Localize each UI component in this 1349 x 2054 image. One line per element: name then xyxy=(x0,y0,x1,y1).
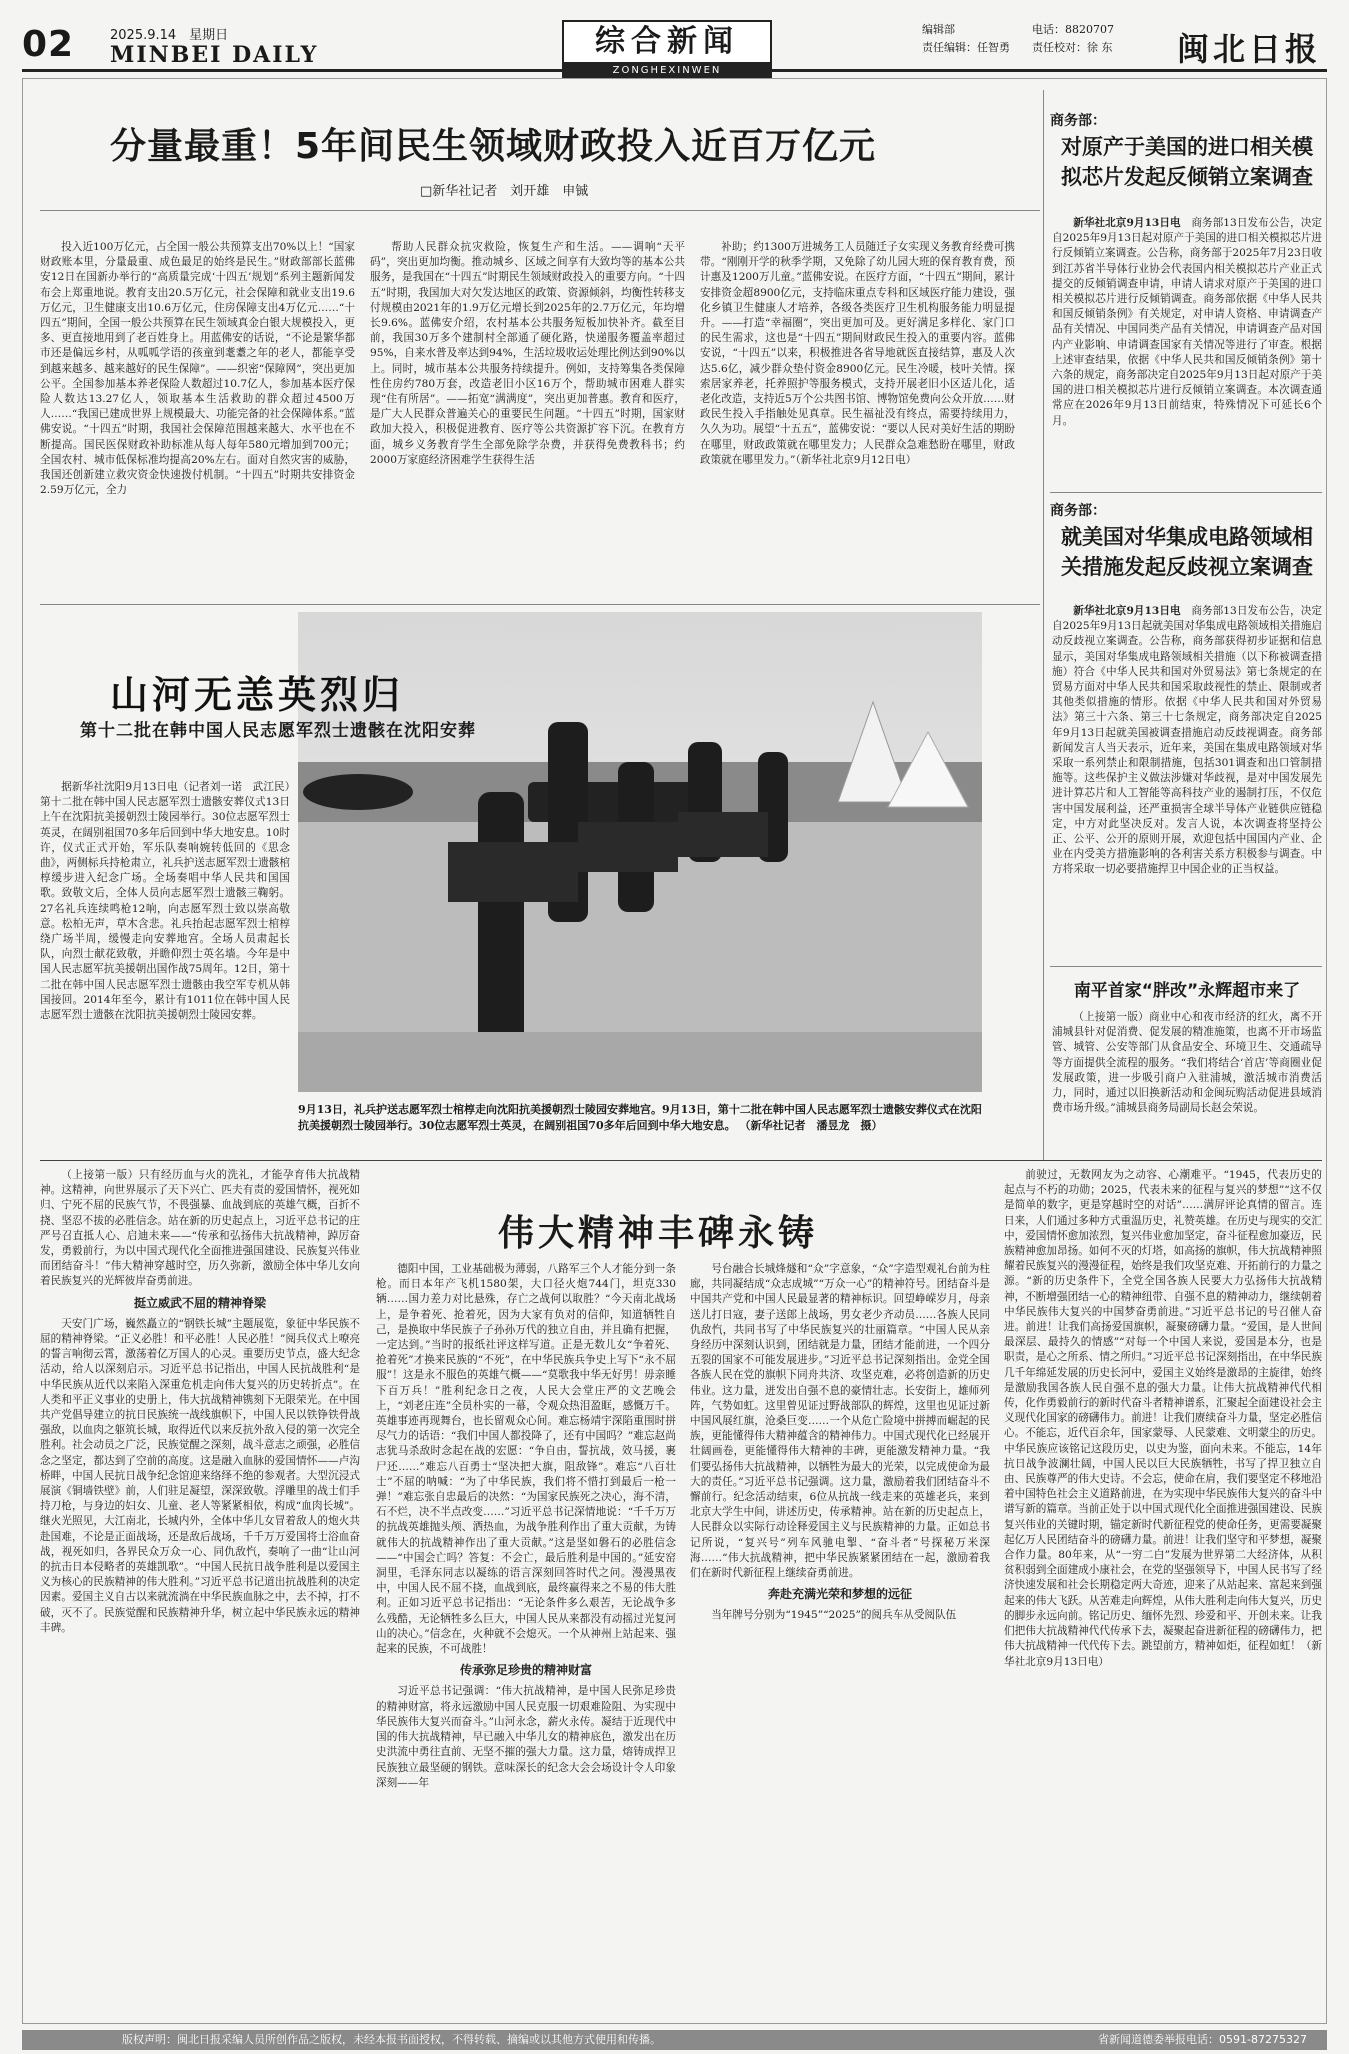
phone-label: 电话：8820707 xyxy=(1032,23,1114,36)
section-title-en: ZONGHEXINWEN xyxy=(562,64,772,78)
great-column-2: 德阳中国，工业基础极为薄弱，八路军三个人才能分到一条枪。而日本年产飞机1580架，大口径火炮744门，坦克330辆……国力差力对比悬殊，存亡之战何以取胜？“今天南北战场上，是争着死、抢着死，因为大家有负对的信仰，知道牺牲自己，是换取中华民族子子孙孙万代的独立自由，并且确有把握，一定达到。”当时的报纸社评这样写道。正是无数儿女“争着死、抢着死”才换来民族的“不死”，在中华民族兵争史上写下“永不屈服”！这是永不服色的英雄气概——“莫歌我中华无好男！毋亲睡下百万兵！”胜利纪念日之夜，人民大会堂庄严的文艺晚会上，“刘老庄连”全员朴实的一幕，令观众热泪盈眶，感慨万千。英雄事迹再现舞台，也长留观众心间。难忘杨靖宇深陷重围时拼尽气力的话语：“我们中国人都投降了，还有中国吗？”难忘赵尚志犹马杀敌时念起在战的宏愿：“争自由，誓抗战，效马援，裹尸还……”难忘八百勇士“坚决把大旗，阻敌锋”。难忘“八百壮士”不屈的呐喊：“为了中华民族，我们将不惜打到最后一枪一弹！”难忘张自忠最后的决然：“为国家民族死之决心，海不清，石不烂，决不半点改变……”习近平总书记深情地说：“千千万万的抗战英雄抛头颅、洒热血，为战争胜利作出了重大贡献，为铸就伟大的抗战精神作出了重大贡献。”这是坚如磐石的必胜信念——“中国会亡吗？答复：不会亡，最后胜利是中国的。”延安窑洞里，毛泽东同志以凝练的语言深刻回答时代之问。漫漫黑夜中，中国人民不屈不挠，血战到底，最终赢得来之不易的伟大胜利。正如习近平总书记指出：“无论条件多么艰苦，无论战争多么残酷，无论牺牲多么巨大，中国人民从来都没有动摇过光复河山的决心。”信念在，火种就不会熄灭。一个从神州上站起来、强起来的民族，不可战胜！ 传承弥足珍贵的精神财富 习近平总书记强调：“伟大抗战精神，是中国人民弥足珍贵的精神财富，将永远激励中国人民克服一切艰难险阻、为实现中华民族伟大复兴而奋斗。”山河永念，薪火永传。凝结于近现代中国的伟大抗战精神，早已融入中华儿女的精神底色，激发出在历史洪流中勇往直前、无坚不摧的强大力量。这力量，熔铸成捍卫民族独立最坚硬的钢铁。意味深长的纪念大会会场设计令人印象深刻——年 xyxy=(376,1263,676,1789)
great-column-4: 前驶过，无数网友为之动容、心潮难平。“1945，代表历史的起点与不朽的功勋；2025，代表未来的征程与复兴的梦想”“这不仅是简单的数字，更是穿越时空的对话”……满屏评论真情的留言。连日来，人们通过多种方式重温历史，礼赞英雄。在历史与现实的交汇中，爱国情怀愈加浓烈，复兴伟业愈加坚定，奋斗征程愈加豪迈，民族精神愈加昂扬。如何不灭的灯塔，如高扬的旗帜，伟大抗战精神照耀着民族复兴的漫漫征程，始终是我们攻坚克难、开拓前行的力量之源。“新的历史条件下，全党全国各族人民要大力弘扬伟大抗战精神，不断增强团结一心的精神纽带、自强不息的精神动力，继续朝着中华民族伟大复兴的中国梦奋勇前进。”习近平总书记的号召催人奋进。前进！让我们高扬爱国旗帜，凝聚磅礴力量。“爱国，是人世间最深层、最持久的情感”“对每一个中国人来说，爱国是本分，也是职责，是心之所系、情之所归。”习近平总书记深刻指出，在中华民族几千年绵延发展的历史长河中，爱国主义始终是激昂的主旋律，始终是激励我国各族人民自强不息的强大力量。让伟大抗战精神代代相传，化作勇毅前行的新时代奋斗者精神谱系，汇聚起全面建设社会主义现代化国家的磅礴伟力。前进！让我们赓续奋斗力量，坚定必胜信心。不能忘，近代百余年，国家蒙辱、人民蒙难、文明蒙尘的历史。中华民族应该铭记这段历史，以史为鉴，面向未来。不能忘，14年抗日战争波澜壮阔，中国人民以巨大民族牺牲，书写了捍卫独立自由、民族尊严的伟大史诗。不会忘，使命在肩，我们要坚定不移地沿着中国特色社会主义道路前进，在为实现中华民族伟大复兴的奋斗中谱写新的篇章。当前正处于以中国式现代化全面推进强国建设、民族复兴伟业的关键时期，锚定新时代新征程党的使命任务，更需要凝聚起亿万人民团结奋斗的磅礴力量。前进！让我们坚守和平梦想，凝聚合作力量。80年来，从“一穷二白”发展为世界第二大经济体，从积贫积弱到全面建成小康社会，在党的坚强领导下，中国人民书写了经济快速发展和社会长期稳定两大奇迹，迎来了从站起来、富起来到强起来的伟大飞跃。从苦难走向辉煌，从伟大胜利走向伟大复兴，历史的脚步永远向前。铭记历史、缅怀先烈、珍爱和平、开创未来。让我们把伟大抗战精神代代传承下去，凝聚起奋进新征程的磅礴伟力，把伟大抗战精神一代代传下去。跳望前方，精神如炬，征程如虹！（新华社北京9月13日电） xyxy=(1004,1169,1322,1668)
page-number: 02 xyxy=(22,24,75,65)
right-mid-headline: 就美国对华集成电路领域相关措施发起反歧视立案调查 xyxy=(1061,525,1313,579)
photo-subheadline: 第十二批在韩中国人民志愿军烈士遗骸在沈阳安葬 xyxy=(80,721,476,741)
lead-column-2: 帮助人民群众抗灾救险，恢复生产和生活。——调响“天平码”，突出更加均衡。推动城乡、区域之间享有大致均等的基本公共服务，是我国在“十四五”时期民生领域财政投入的重要方向。“十四五”时期，我国加大对欠发达地区的政策、资源倾斜，均衡性转移支付规模由2021年的1.9万亿元增长到2025年的2.7万亿元，年均增长9.6%。蓝佛安介绍，农村基本公共服务短板加快补齐。截至目前，我国30万多个建制村全部通了硬化路，快递服务覆盖率超过95%，自来水普及率达到94%，生活垃圾收运处理比例达到90%以上。同时，城市基本公共服务持续提升。例如，支持筹集各类保障性住房约780万套，改造老旧小区16万个，帮助城市困难人群实现“住有所居”。——拓宽“满满度”，突出更加普惠。教育和医疗，是广大人民群众普遍关心的重要民生问题。“十四五”时期，国家财政加大投入，积极促进教育、医疗等公共资源扩容下沉。在教育方面，城乡义务教育学生全部免除学杂费，并获得免费教科书；约2000万家庭经济困难学生获得生活 xyxy=(370,241,685,466)
right-top-headline: 对原产于美国的进口相关模拟芯片发起反倾销立案调查 xyxy=(1061,135,1313,189)
masthead xyxy=(22,18,1327,76)
section-title: 综合新闻 xyxy=(562,20,772,64)
right-top-kicker: 商务部： xyxy=(1050,113,1106,129)
right-mid-body: 新华社北京9月13日电 商务部13日发布公告，决定自2025年9月13日起就美国对华集成电路领域相关措施启动反歧视立案调查。公告称，商务部获得初步证据和信息显示，美国对华集成电路领域相关措施（以下称被调查措施）符合《中华人民共和国对外贸易法》第七条规定的在贸易方面对中华人民共和国采取歧视性的禁止、限制或者其他类似措施的情形。依据《中华人民共和国对外贸易法》第三十六条、第三十七条规定，商务部决定自2025年9月13日起就美国被调查措施启动反歧视调查。商务部新闻发言人当天表示，近年来，美国在集成电路领域对华采取一系列禁止和限制措施，包括301调查和出口管制措施等。这些保护主义做法涉嫌对华歧视，是对中国发展先进计算芯片和人工智能等高科技产业的遏制打压，不仅危害中国发展利益，还严重损害全球半导体产业链供应链稳定，中方对此坚决反对。发言人说，本次调查将坚持公正、公平、公开的原则开展，欢迎包括中国国内产业、企业在内受美方措施影响的各利害关系方积极参与调查。中方将采取一切必要措施捍卫中国企业的正当权益。 xyxy=(1052,605,1322,876)
footer-bar xyxy=(22,2030,1327,2050)
photo-story-body: 据新华社沈阳9月13日电（记者刘一诺 武江民）第十二批在韩中国人民志愿军烈士遗骸安葬仪式13日上午在沈阳抗美援朝烈士陵园举行。30位志愿军烈士英灵，在阔别祖国70多年后回到中华大地安息。10时许，仪式正式开始，军乐队奏响婉转低回的《思念曲》，两侧标兵持枪肃立，礼兵护送志愿军烈士遗骸棺椁缓步进入纪念广场。全场奏唱中华人民共和国国歌。致敬文后，全体人员向志愿军烈士遗骸三鞠躬。27名礼兵连续鸣枪12响，向志愿军烈士致以崇高敬意。松柏无声，草木含悲。礼兵抬起志愿军烈士棺椁绕广场半周，缓慢走向安葬地宫。全场人员肃起长队，向烈士献花致敬，并瞻仰烈士英名墙。今年是中国人民志愿军抗美援朝出国作战75周年。12日，第十二批在韩中国人民志愿军烈士遗骸由我空军专机从韩国接回。2014年至今，累计有1011位在韩中国人民志愿军烈士遗骸在沈阳抗美援朝烈士陵园安葬。 xyxy=(40,781,290,1022)
photo-headline: 山河无恙英烈归 xyxy=(110,673,405,717)
lead-byline: □新华社记者 刘开雄 申铖 xyxy=(420,184,589,199)
great-subhead-3: 奔赴充满光荣和梦想的远征 xyxy=(767,1587,912,1602)
paper-name-en: MINBEI DAILY xyxy=(110,42,319,68)
great-column-1: （上接第一版）只有经历血与火的洗礼，才能孕育伟大抗战精神。这精神，向世界展示了天下兴亡、匹夫有责的爱国情怀，视死如归、宁死不屈的民族气节，不畏强暴、血战到底的英雄气概，百折不挠、坚忍不拔的必胜信念。站在新的历史起点上，习近平总书记的庄严号召直抵人心、启迪未来——“传承和弘扬伟大抗战精神，踔厉奋发，勇毅前行，为以中国式现代化全面推进强国建设、民族复兴伟业而团结奋斗！”伟大精神穿越时空，历久弥新，激励全体中华儿女向着民族复兴的光辉彼岸奋勇前进。 挺立威武不屈的精神脊梁 天安门广场，巍然矗立的“钢铁长城”主题展览，象征中华民族不屈的精神脊梁。“正义必胜！和平必胜！人民必胜！”阅兵仪式上嘹亮的誓言响彻云霄，激荡着亿万国人的心灵。重要历史节点，盛大纪念活动，给人以深刻启示。习近平总书记指出，中国人民抗战胜利“是中华民族从近代以来陷入深重危机走向伟大复兴的历史转折点”。在人类和平正义事业的史册上，伟大抗战精神镌刻下无限荣光。在中国共产党倡导建立的抗日民族统一战线旗帜下，中国人民以铁铮铁骨战强敌，以血肉之躯筑长城，取得近代以来反抗外敌入侵的第一次完全胜利。社会动员之广泛，民族觉醒之深刻，战斗意志之顽强，必胜信念之坚定，都达到了空前的高度。这是融入血脉的爱国情怀——卢沟桥畔，中国人民抗日战争纪念馆迎来络绎不绝的参观者。大型沉浸式展演《铜墙铁壁》前，人们驻足凝望，深深致敬。浮雕里的战士们手持刀枪，与身边的妇女、儿童、老人等紧紧相依，构成“血肉长城”。继火光照见，大江南北，长城内外，全体中华儿女冒着敌人的炮火共赴国难，不论是正面战场，还是敌后战场，千千万万爱国将士浴血奋战，视死如归，各界民众万众一心、同仇敌忾，奏响了一曲“让山河的抗击日本侵略者的英雄凯歌”。“中国人民抗日战争胜利是以爱国主义为核心的民族精神的伟大胜利。”习近平总书记道出抗战胜利的决定因素。爱国主义自古以来就流淌在中华民族血脉之中，去不掉，打不破，灭不了。民族觉醒和民族精神升华，树立起中华民族永远的精神丰碑。 xyxy=(40,1169,360,1634)
photo-caption: 9月13日，礼兵护送志愿军烈士棺椁走向沈阳抗美援朝烈士陵园安葬地宫。9月13日，第十二批在韩中国人民志愿军烈士遗骸安葬仪式在沈阳抗美援朝烈士陵园举行。30位志愿军烈士英灵，在阔别祖国70多年后回到中华大地安息。 （新华社记者 潘昱龙 摄） xyxy=(298,1103,982,1132)
paper-logo: 闽北日报 xyxy=(1176,30,1321,68)
lead-column-1: 投入近100万亿元，占全国一般公共预算支出70%以上！“国家财政账本里，分量最重、成色最足的始终是民生。”财政部部长蓝佛安12日在国新办举行的“高质量完成‘十四五’规划”系列主题新闻发布会上郑重地说。教育支出20.5万亿元，社会保障和就业支出19.6万亿元，卫生健康支出10.6万亿元，住房保障支出4万亿元……“十四五”期间，全国一般公共预算在民生领域真金白银大规模投入，更多、更直接地用到了老百姓身上。用蓝佛安的话说，“不论是繁华都市还是偏远乡村，从呱呱学语的孩童到耄耋之年的老人，都能享受到越来越多、越来越好的民生保障”。——织密“保障网”，突出更加公平。全国参加基本养老保险人数超过10.7亿人，参加基本医疗保险人数达13.27亿人，领取基本生活救助的群众超过4500万人……“我国已建成世界上规模最大、功能完备的社会保障体系。”蓝佛安说。“十四五”时期，我国社会保障范围越来越大、水平也在不断提高。国民医保财政补助标准从每人每年580元增加到700元；全国农村、城市低保标准均提高20%左右。面对自然灾害的威胁，我国还创新建立救灾资金快速拨付机制。“十四五”时期共安排资金2.59万亿元，全力 xyxy=(40,241,355,497)
great-headline: 伟大精神丰碑永铸 xyxy=(498,1213,819,1254)
report-hotline: 省新闻道德委举报电话：0591-87275327 xyxy=(1098,2033,1307,2046)
right-bottom-headline: 南平首家“胖改”永辉超市来了 xyxy=(1073,981,1301,1001)
lead-column-3: 补助；约1300万进城务工人员随迁子女实现义务教育经费可携带。“刚刚开学的秋季学期，又免除了幼儿园大班的保育教育费，预计惠及1200万儿童。”蓝佛安说。在医疗方面，“十四五”期间，累计安排资金超8900亿元，支持临床重点专科和区域医疗能力建设，强化乡镇卫生健康人才培养，各级各类医疗卫生机构服务能力明显提升。——打造“幸福圈”，突出更加可及。更好满足多样化、家门口的民生需求，这也是“十四五”期间财政民生投入的重要内容。蓝佛安说，“十四五”以来，积极推进各省导地就医直接结算，惠及人次达5.6亿，减少群众垫付资金8900亿元。民生冷暖，枝叶关情。探索居家养老，托养照护等服务模式，支持开展老旧小区适儿化，适老化改造，支持近5万个公共图书馆、博物馆免费向公众开放……财政民生投入手指触处见真章。民生福祉没有终点，需要持续用力，久久为功。展望“十五五”，蓝佛安说：“要以人民对美好生活的期盼在哪里，财政政策就在哪里发力；人民群众急难愁盼在哪里，财政政策就在哪里发力。”（新华社北京9月12日电） xyxy=(700,241,1015,466)
proofreader: 责任校对：徐 东 xyxy=(1032,41,1113,54)
copyright-notice: 版权声明：闽北日报采编人员所创作品之版权，未经本报书面授权，不得转载、摘编或以其他方式使用和传播。 xyxy=(122,2033,661,2046)
issue-date: 2025.9.14 星期日 xyxy=(110,28,229,43)
lead-headline: 分量最重！5年间民生领域财政投入近百万亿元 xyxy=(110,126,877,167)
photo-credit: （新华社记者 潘昱龙 摄） xyxy=(739,1119,883,1132)
right-top-body: 新华社北京9月13日电 商务部13日发布公告，决定自2025年9月13日起对原产于美国的进口相关模拟芯片进行反倾销立案调查。公告称，商务部于2025年7月23日收到江苏省半导体行业协会代表国内相关模拟芯片产业正式提交的反倾销调查申请，申请人请求对原产于美国的进口相关模拟芯片进行反倾销调查。商务部依据《中华人民共和国反倾销条例》有关规定，对申请人资格、申请调查产品有关情况、中国同类产品有关情况，申请调查产品对国内产业影响、申请调查国家有关情况等进行了审查。根据上述审查结果，依据《中华人民共和国反倾销条例》第十六条的规定，商务部决定自2025年9月13日起对原产于美国的进口相关模拟芯片进行反倾销立案调查。本次调查通常应在2026年9月13日前结束，特殊情况下可延长6个月。 xyxy=(1052,217,1322,427)
great-column-3: 号台融合长城烽燧和“众”字意象，“众”字造型观礼台前为柱廊，共同凝结成“众志成城”“万众一心”的精神符号。团结奋斗是中国共产党和中国人民最显著的精神标识。回望峥嵘岁月，母亲送儿打日寇，妻子送郎上战场，男女老少齐动员……各族人民同仇敌忾，共同书写了中华民族复兴的壮丽篇章。“中国人民从亲身经历中深刻认识到，团结就是力量，团结才能前进，一个四分五裂的国家不可能发展进步。”习近平总书记深刻指出。金党全国各族人民在党的旗帜下同舟共济、攻坚克难，必将创造新的历史伟业。这力量，迸发出自强不息的豪情壮志。长安街上，雄师列阵，气势如虹。这里曾见证过野战部队的辉煌，这里也见证过新中国风展红旗，沧桑巨变……一个从危亡险境中拼搏而崛起的民族，更能懂得伟大精神蕴含的精神伟力。中国式现代化已经展开壮阔画卷，更能懂得伟大精神的丰碑，更能激发精神力量。“我们要弘扬伟大抗战精神，以牺牲为最大的光荣，以完成使命为最大的责任。”习近平总书记强调。这力量，激励着我们团结奋斗不懈前行。纪念活动结束，6位从抗战一线走来的英雄老兵，来到北京大学生中间，讲述历史，传承精神。站在新的历史起点上，人民群众以实际行动诠释爱国主义与民族精神的力量。正如总书记所说，“复兴号”列车风驰电掣、“奋斗者”号探秘万米深海……“伟大抗战精神，把中华民族紧紧团结在一起，激励着我们在新时代新征程上继续奋勇前进。 奔赴充满光荣和梦想的远征 当年牌号分别为“1945”“2025”的阅兵车从受阅队伍 xyxy=(690,1263,990,1622)
great-subhead-1: 挺立威武不屈的精神脊梁 xyxy=(133,1295,266,1310)
great-subhead-2: 传承弥足珍贵的精神财富 xyxy=(459,1663,592,1678)
editor-label: 编辑部 xyxy=(922,23,955,36)
right-bottom-body: （上接第一版）商业中心和夜市经济的红火，离不开浦城县针对促消费、促发展的精准施策，也离不开市场监管、城管、公安等部门从食品安全、环境卫生、交通疏导等方面提供全流程的服务。“我们将结合‘首店’等商圈业促发展政策，进一步吸引商户入驻浦城，激活城市消费活力，同时，通过以旧换新活动和金闽玩购活动促进县域消费市场升级。”浦城县商务局副局长赵会荣说。 xyxy=(1052,1011,1322,1115)
editor-in-charge: 责任编辑：任智勇 xyxy=(922,41,1010,54)
right-mid-kicker: 商务部： xyxy=(1050,503,1106,519)
